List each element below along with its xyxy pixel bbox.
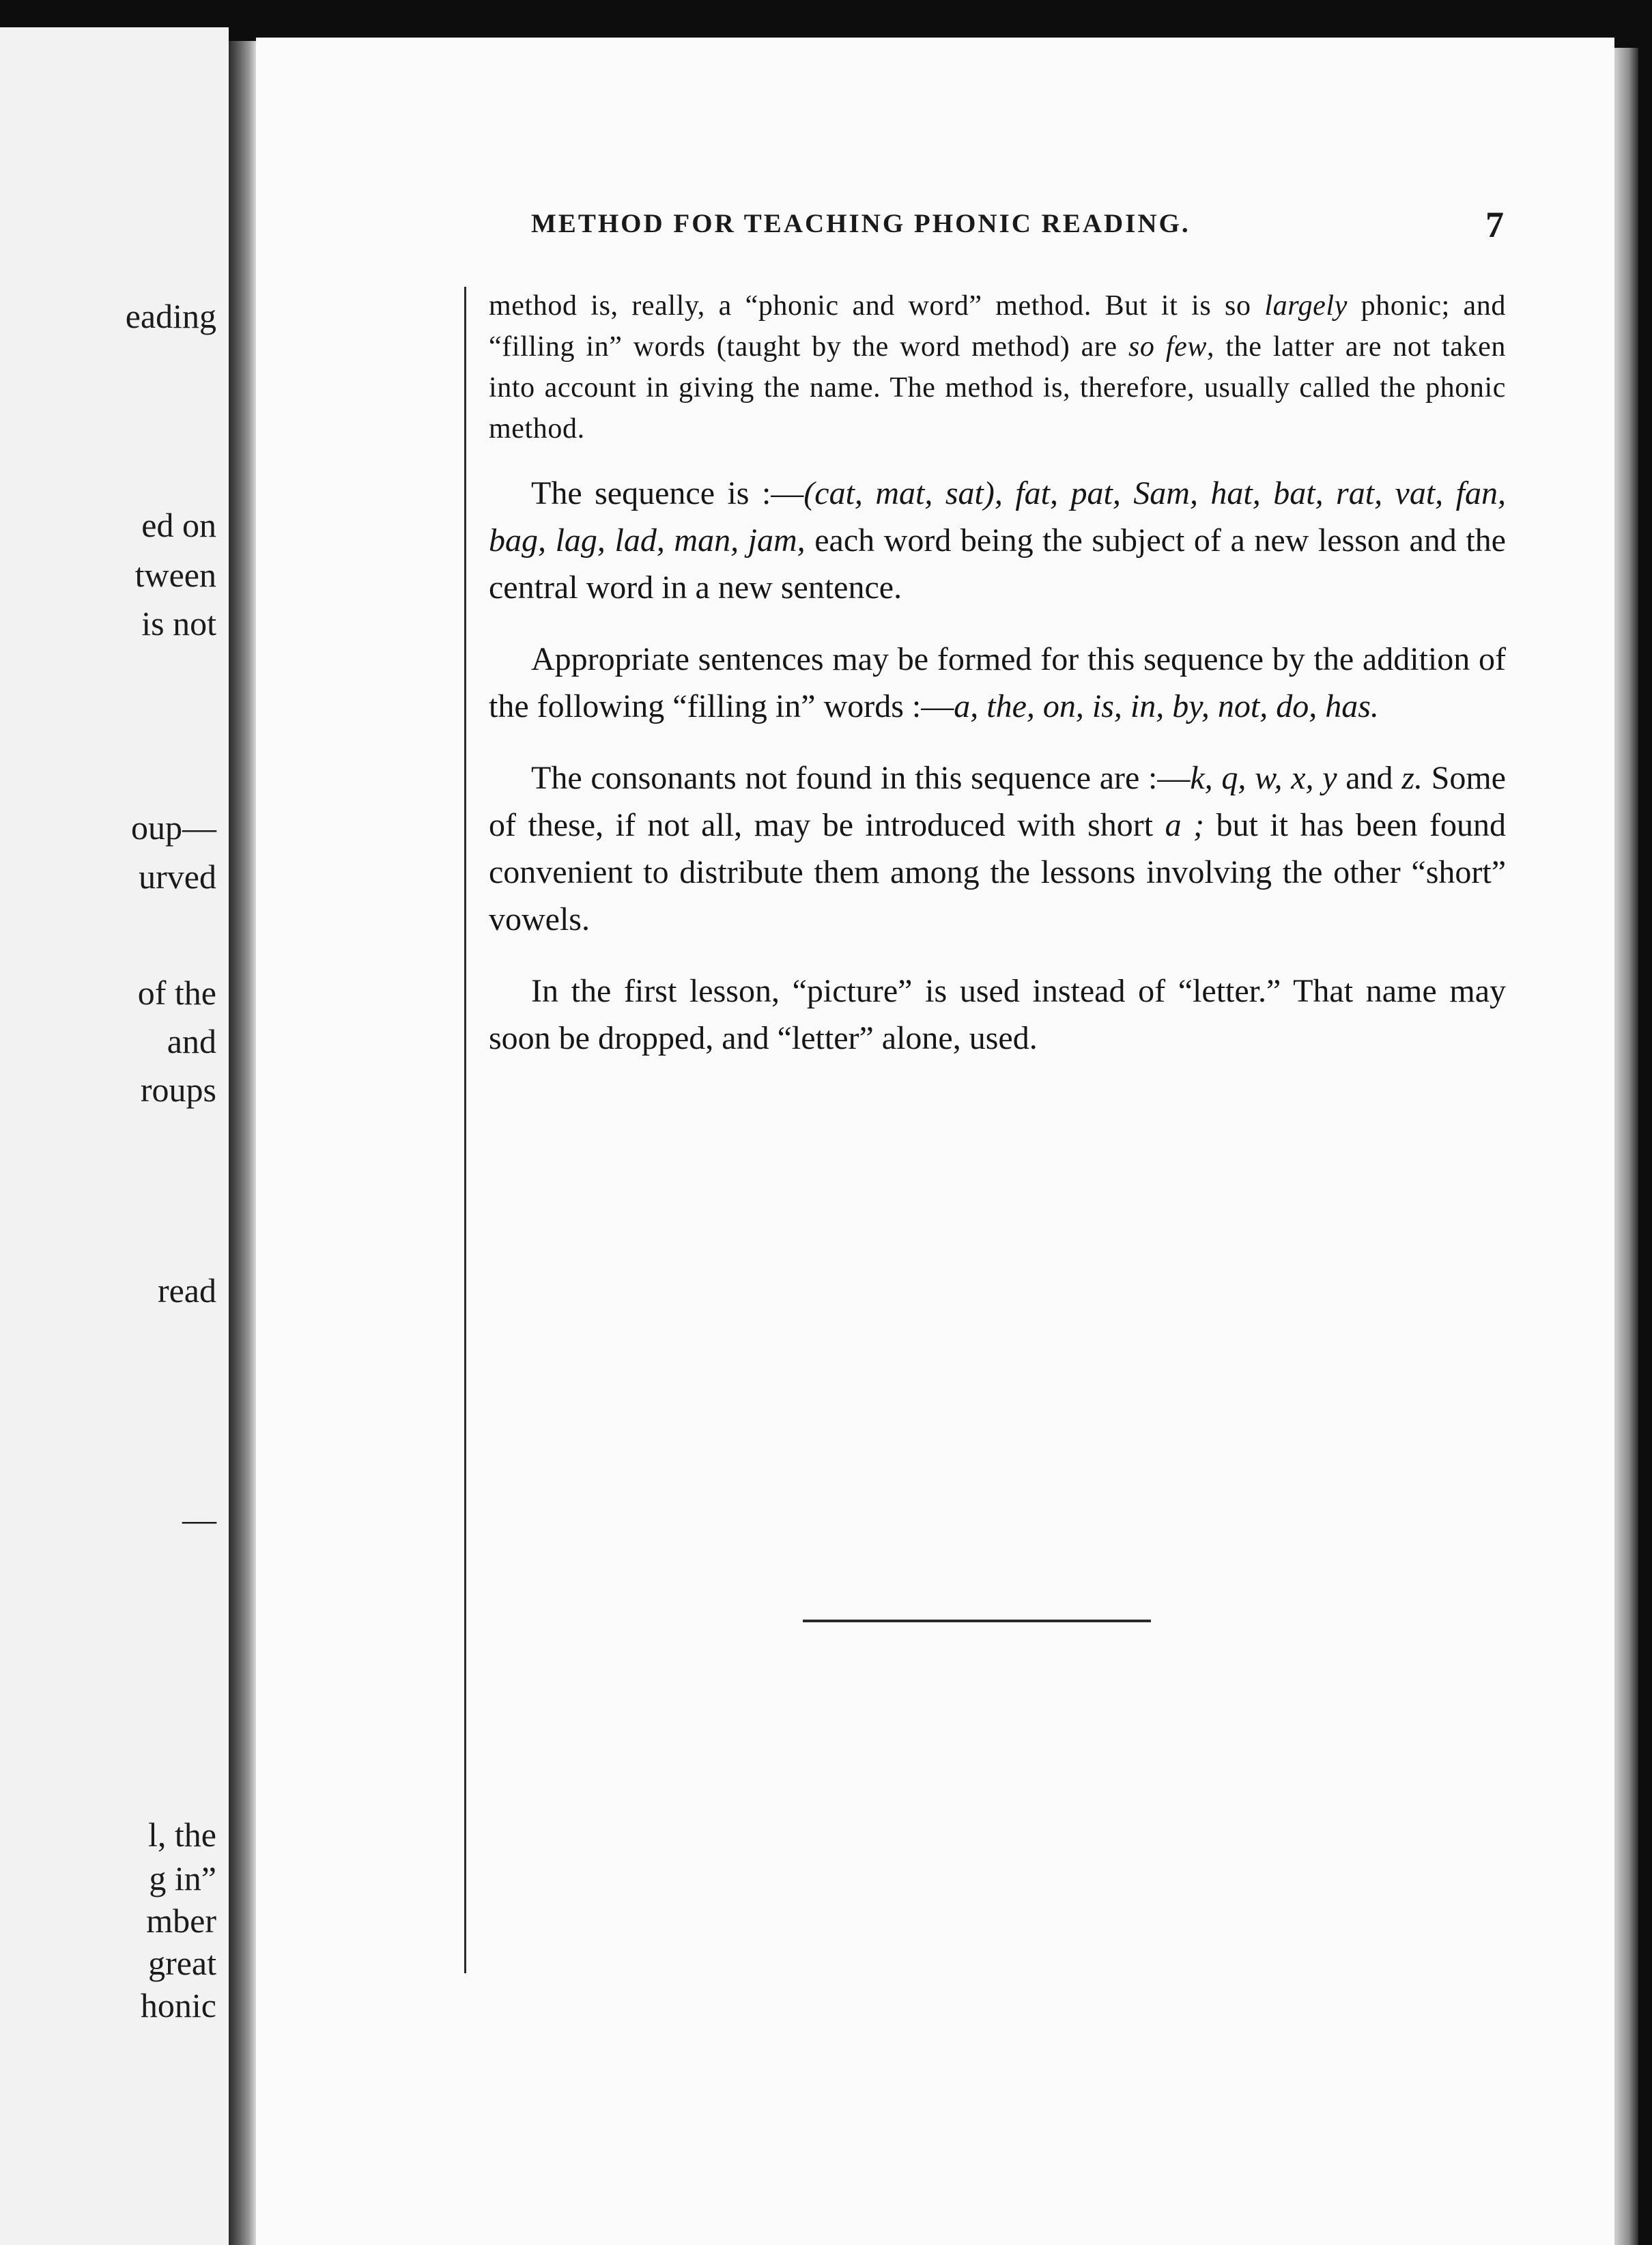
text-run: and: [1337, 760, 1402, 796]
left-page-fragment: great: [148, 1944, 216, 1982]
text-run: Some of these, if not all, may be introduced with short: [489, 760, 1506, 843]
paragraph-filling-words: [489, 636, 1506, 730]
section-end-rule: [803, 1620, 1151, 1622]
left-page-fragment: ed on: [141, 506, 216, 544]
left-page-fragment: l, the: [148, 1816, 216, 1854]
body-text: [489, 285, 1506, 1062]
italic-run: so few: [1128, 331, 1207, 363]
left-page-fragment: eading: [125, 297, 216, 335]
book-gutter: [229, 41, 256, 2245]
italic-run: a ;: [1165, 807, 1205, 843]
paragraph-first-lesson: [489, 968, 1506, 1062]
page-number: 7: [1485, 204, 1504, 245]
left-page-fragment: read: [157, 1271, 216, 1310]
text-run: In the first lesson, “picture” is used instead of “letter.” That name may soon be dropped, and “letter” alone, used.: [489, 973, 1506, 1056]
italic-run: (cat, mat, sat), fat, pat, Sam, hat, bat, rat, vat, fan, bag, lag, lad, man, jam,: [489, 475, 1506, 559]
paragraph-sequence: [489, 470, 1506, 611]
left-page-fragment: urved: [139, 858, 216, 896]
text-run: each word being the subject of a new lesson and the central word in a new sentence.: [489, 522, 1506, 606]
text-run: The consonants not found in this sequence are :—: [531, 760, 1191, 796]
text-run: but it has been found convenient to distribute them among the lessons involving the other “short” vowels.: [489, 807, 1506, 937]
left-page-fragment: and: [167, 1022, 216, 1060]
left-page-fragment: oup—: [131, 808, 216, 847]
left-page-fragment: mber: [146, 1902, 216, 1940]
italic-run: largely: [1264, 290, 1348, 322]
left-facing-page: [0, 27, 229, 2245]
page-edge-shadow: [1614, 48, 1638, 2245]
italic-run: a, the, on, is, in, by, not, do, has.: [954, 688, 1379, 724]
left-page-fragment: of the: [137, 974, 216, 1012]
left-page-fragment: g in”: [149, 1859, 216, 1897]
left-page-fragment: honic: [140, 1986, 216, 2024]
text-run: Appropriate sentences may be formed for this sequence by the addition of the following “filling in” words :—: [489, 641, 1506, 724]
left-page-fragment: is not: [141, 604, 216, 643]
margin-rule: [464, 287, 466, 1973]
paragraph-method-name: [489, 285, 1506, 449]
text-run: method is, really, a “phonic and word” method. But it is so: [489, 290, 1265, 322]
text-run: The sequence is :—: [531, 475, 804, 511]
left-page-fragment: —: [182, 1500, 216, 1538]
italic-run: z.: [1401, 760, 1423, 796]
running-title: METHOD FOR TEACHING PHONIC READING.: [531, 209, 1191, 238]
left-page-fragment: roups: [140, 1071, 216, 1109]
italic-run: k, q, w, x, y: [1190, 760, 1337, 796]
text-run: , the latter are not taken into account in giving the name. The method is, therefore, usually called the phonic method.: [489, 331, 1506, 444]
text-run: phonic; and “filling in” words (taught by the word method) are: [489, 290, 1506, 363]
left-page-fragment: tween: [134, 556, 216, 594]
paragraph-consonants: [489, 754, 1506, 943]
